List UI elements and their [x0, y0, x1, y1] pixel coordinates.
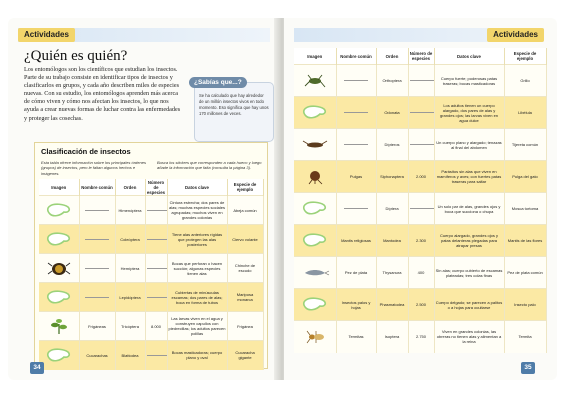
order-cell: Lepidóptera [115, 283, 145, 312]
table-row [294, 97, 546, 129]
table-header-row [39, 179, 263, 196]
fill-in-blank [85, 297, 109, 298]
caddisfly-icon [44, 318, 74, 335]
example-cell: Ciervo volante [227, 225, 263, 254]
page-number-left: 34 [30, 362, 44, 374]
example-cell: Chinche de escudo [227, 254, 263, 283]
classification-table-right [294, 48, 547, 353]
sabias-que-box [194, 79, 274, 142]
order-cell: Thysanura [376, 257, 408, 289]
example-cell: Pez de plata común [504, 257, 546, 289]
column-header: Orden [115, 179, 145, 196]
order-cell: Hemíptera [115, 254, 145, 283]
sticker-outline-icon [300, 104, 330, 121]
order-cell: Siphonaptera [376, 161, 408, 193]
key-cell: Bocas que perforan o hacen succión; algunas especies tienen alas [167, 254, 227, 283]
table-row [294, 129, 546, 161]
fill-in-blank [147, 355, 168, 356]
classification-table-left [39, 179, 264, 370]
common-blank-cell [79, 196, 115, 225]
page-title: ¿Quién es quién? [24, 48, 128, 64]
fill-in-blank [410, 80, 434, 81]
instruction-right: Busca los stickers que corresponden a cada hueco y luego añade la información que falta (consulta la página 3). [157, 160, 262, 171]
fill-in-blank [344, 208, 368, 209]
common-blank-cell [79, 283, 115, 312]
image-cell [39, 196, 79, 225]
table-row [294, 161, 546, 193]
species-cell: 400 [408, 257, 434, 289]
fill-in-blank [410, 112, 434, 113]
column-header: Número de especies [146, 179, 166, 195]
shield-bug-icon [44, 260, 74, 277]
sticker-outline-icon [44, 231, 74, 248]
key-cell: Viven en grandes colonias, las obreras no tienen alas y alimentan a la reina [434, 321, 504, 353]
key-cell: Cuerpo alargado, grandes ojos y patas delanteras plegadas para atrapar presas [434, 225, 504, 257]
example-cell: Abeja común [227, 196, 263, 225]
fill-in-blank [85, 268, 109, 269]
common-blank-cell [336, 129, 376, 161]
key-cell: Cuerpo fuerte; poderosas patas traseras; bocas masticadoras [434, 65, 504, 97]
key-cell: Parásitos sin alas que viven en mamíferos y aves; con fuertes patas traseras para saltar [434, 161, 504, 193]
column-header: Imagen [39, 179, 79, 196]
example-cell: Mantis de las flores [504, 225, 546, 257]
fill-in-blank [147, 268, 168, 269]
order-cell: Coleóptera [115, 225, 145, 254]
species-cell: 2.500 [408, 289, 434, 321]
column-header: Nombre común [336, 48, 376, 65]
right-page [284, 18, 557, 380]
sticker-outline-icon [300, 296, 330, 313]
right-header-tab: Actividades [487, 28, 544, 42]
species-blank-cell [145, 225, 167, 254]
fill-in-blank [147, 239, 168, 240]
sticker-outline-icon [44, 202, 74, 219]
column-header: Datos clave [434, 48, 504, 65]
common-cell: Cucarachas [79, 341, 115, 370]
species-blank-cell [408, 129, 434, 161]
order-cell: Mantodea [376, 225, 408, 257]
key-cell: Las larvas viven en el agua y construyen capullos con piedrecillas; los adultos parecen polillas [167, 312, 227, 341]
species-blank-cell [408, 97, 434, 129]
fill-in-blank [85, 210, 109, 211]
common-cell: Pulgas [336, 161, 376, 193]
key-cell: Tiene alas anteriores rígidas que protegen las alas posteriores [167, 225, 227, 254]
sticker-outline-icon [44, 347, 74, 364]
image-cell [294, 321, 336, 353]
classification-title: Clasificación de insectos [41, 147, 131, 156]
sticker-outline-icon [44, 289, 74, 306]
common-blank-cell [79, 225, 115, 254]
image-cell [294, 257, 336, 289]
left-header-tab: Actividades [18, 28, 75, 42]
species-blank-cell [145, 254, 167, 283]
species-cell: 2.750 [408, 321, 434, 353]
example-cell: Pulga del gato [504, 161, 546, 193]
image-cell [294, 193, 336, 225]
order-cell: Blattodea [115, 341, 145, 370]
sticker-outline-icon [300, 232, 330, 249]
right-header-bar [294, 28, 544, 42]
order-cell: Phasmatodea [376, 289, 408, 321]
common-cell: Mantis religiosas [336, 225, 376, 257]
common-cell: Pez de plata [336, 257, 376, 289]
table-row [39, 283, 263, 312]
open-book [8, 18, 557, 380]
image-cell [294, 225, 336, 257]
fill-in-blank [344, 112, 368, 113]
table-row [294, 321, 546, 353]
example-cell: Cucaracha gigante [227, 341, 263, 370]
fill-in-blank [344, 80, 368, 81]
key-cell: Sin alas; cuerpo cubierto de escamas plateadas; tres colas finas [434, 257, 504, 289]
key-cell: Bocas masticadoras; cuerpo plano y oval [167, 341, 227, 370]
example-cell: Mosca tortoma [504, 193, 546, 225]
fill-in-blank [410, 144, 434, 145]
column-header: Especie de ejemplo [227, 179, 263, 196]
image-cell [294, 129, 336, 161]
instruction-left: Esta tabla ofrece información sobre los principales órdenes (grupos) de insectos, pero le faltan algunos hechos e imágenes. [41, 160, 146, 176]
common-blank-cell [79, 254, 115, 283]
table-row [294, 65, 546, 97]
fill-in-blank [344, 144, 368, 145]
table-row [294, 257, 546, 289]
left-header-bar [18, 28, 270, 42]
common-blank-cell [336, 193, 376, 225]
key-cell: Un solo par de alas, grandes ojos y boca que succiona o chupa [434, 193, 504, 225]
common-cell: Insectos palos y hojas [336, 289, 376, 321]
species-cell: 2.300 [408, 225, 434, 257]
image-cell [39, 254, 79, 283]
species-blank-cell [145, 341, 167, 370]
order-cell: Himenóptera [115, 196, 145, 225]
key-cell: Cubiertas de minúsculas escamas; dos pares de alas; boca en forma de tubos [167, 283, 227, 312]
table-row [294, 193, 546, 225]
image-cell [39, 283, 79, 312]
order-cell: Díptera [376, 193, 408, 225]
image-cell [294, 97, 336, 129]
fill-in-blank [410, 208, 434, 209]
sabias-que-text: Se ha calculado que hay alrededor de un millón insectos vivos en todo momento. Eso significa que hay unos 170 millones de veces. [199, 93, 269, 116]
fill-in-blank [147, 297, 168, 298]
fill-in-blank [147, 210, 168, 211]
key-cell: Los adultos tienen un cuerpo alargado, dos pares de alas y grandes ojos; las larvas viven en agua dulce [434, 97, 504, 129]
table-row [39, 254, 263, 283]
common-blank-cell [336, 65, 376, 97]
cricket-icon [300, 72, 330, 89]
column-header: Nombre común [79, 179, 115, 196]
species-cell: 8.000 [145, 312, 167, 341]
page-number-right: 35 [521, 362, 535, 374]
column-header: Número de especies [408, 48, 434, 65]
table-header-row [294, 48, 546, 65]
species-cell: 2.000 [408, 161, 434, 193]
species-blank-cell [145, 283, 167, 312]
example-cell: Tijereta común [504, 129, 546, 161]
left-page [8, 18, 280, 380]
example-cell: Grillo [504, 65, 546, 97]
image-cell [39, 312, 79, 341]
table-row [39, 341, 263, 370]
termite-icon [300, 328, 330, 345]
column-header: Orden [376, 48, 408, 65]
order-cell: Isoptera [376, 321, 408, 353]
common-cell: Frigáneas [79, 312, 115, 341]
column-header: Especie de ejemplo [504, 48, 546, 65]
example-cell: Mariposa monarca [227, 283, 263, 312]
example-cell: Frigánea [227, 312, 263, 341]
image-cell [294, 289, 336, 321]
image-cell [39, 225, 79, 254]
table-row [39, 225, 263, 254]
example-cell: Insecto palo [504, 289, 546, 321]
order-cell: Dípteros [376, 129, 408, 161]
table-row [39, 196, 263, 225]
column-header: Imagen [294, 48, 336, 65]
example-cell: Libélula [504, 97, 546, 129]
key-cell: Cuerpo delgado; se parecen a palitos o a hojas para ocultarse [434, 289, 504, 321]
species-blank-cell [145, 196, 167, 225]
silverfish-icon [300, 264, 330, 281]
image-cell [294, 65, 336, 97]
order-cell: Tricóptera [115, 312, 145, 341]
flea-icon [300, 168, 330, 185]
key-cell: Un cuerpo plano y alargado; tenazas al final del abdomen [434, 129, 504, 161]
image-cell [39, 341, 79, 370]
order-cell: Orthoptera [376, 65, 408, 97]
classification-box [34, 142, 268, 369]
image-cell [294, 161, 336, 193]
column-header: Datos clave [167, 179, 227, 196]
table-row [294, 289, 546, 321]
sabias-que-title: ¿Sabías que...? [189, 77, 247, 88]
example-cell: Termita [504, 321, 546, 353]
sticker-outline-icon [300, 200, 330, 217]
key-cell: Cintura estrecha; dos pares de alas; muchas especies sociales agrupadas; muchos viven en grandes colonias [167, 196, 227, 225]
common-blank-cell [336, 97, 376, 129]
common-cell: Termitas [336, 321, 376, 353]
species-blank-cell [408, 65, 434, 97]
table-row [39, 312, 263, 341]
species-blank-cell [408, 193, 434, 225]
intro-paragraph: Los entomólogos son los científicos que estudian los insectos. Parte de su trabajo consiste en identificar tipos de insectos y clasificarlos en grupos, y cada año describen miles de especies nuevas. Con su estudio, los entomólogos aprenden más acerca de cómo viven y cómo nos afectan los insectos, lo que nos ayuda a crear nuevas formas de luchar contra las enfermedades y proteger las cosechas. [24, 66, 181, 122]
fill-in-blank [85, 239, 109, 240]
table-row [294, 225, 546, 257]
order-cell: Odonata [376, 97, 408, 129]
earwig-icon [300, 136, 330, 153]
